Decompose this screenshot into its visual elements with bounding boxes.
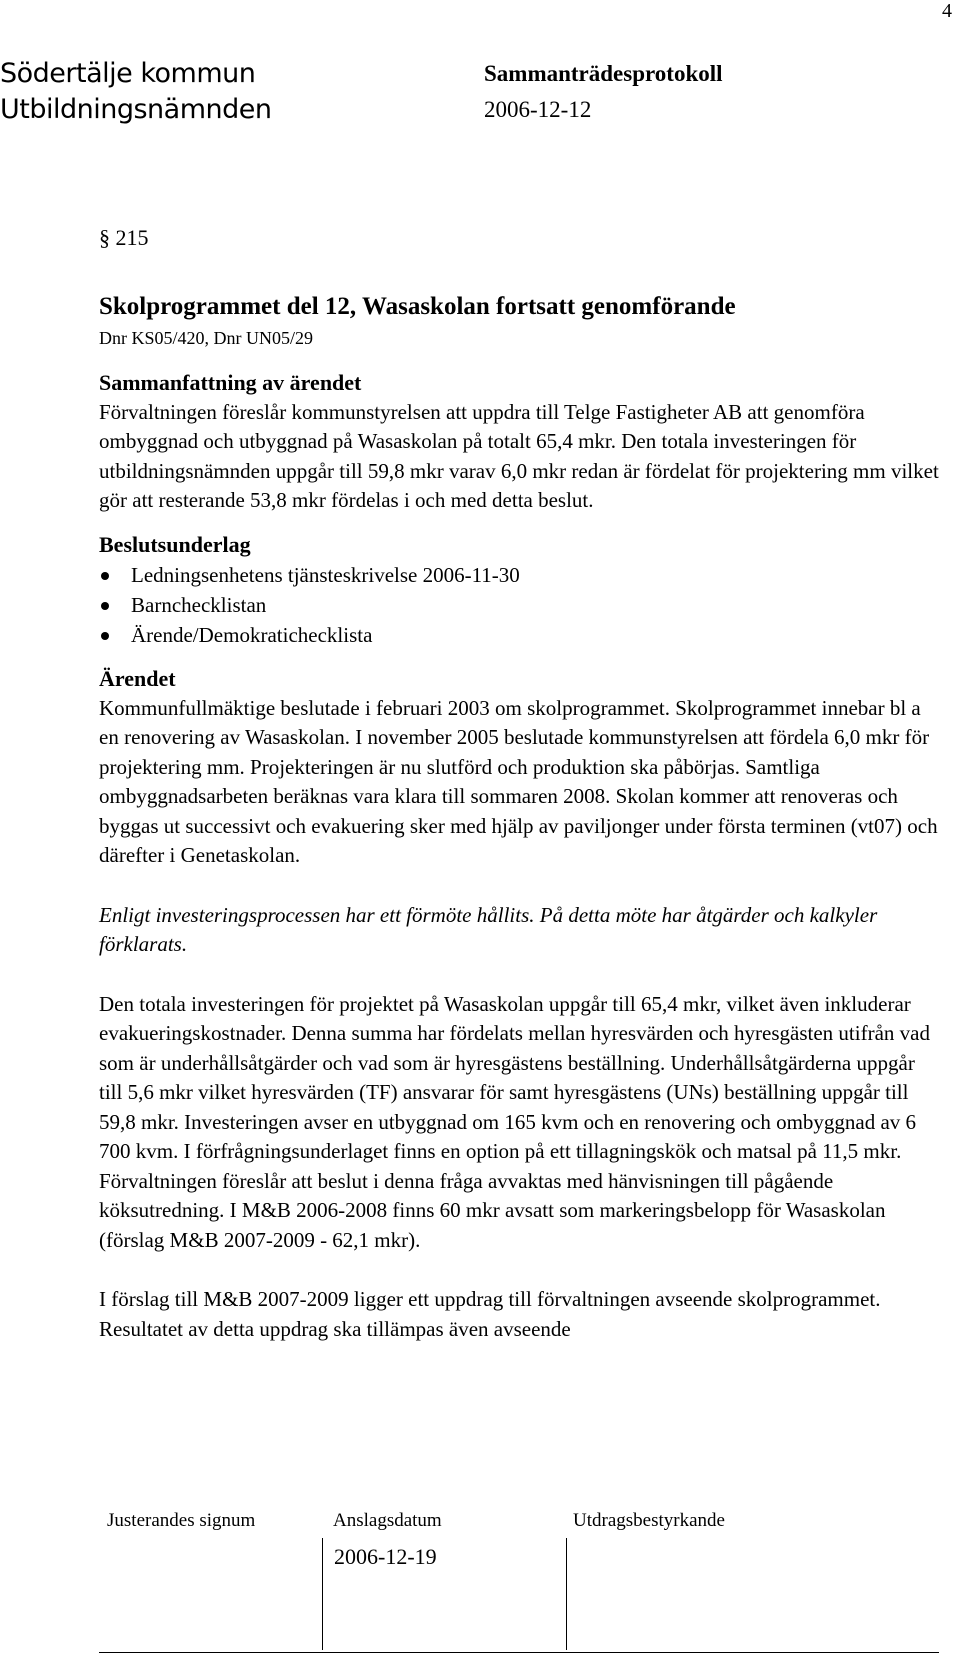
matter-paragraph-3: Den totala investeringen för projektet på Wasaskolan uppgår till 65,4 mkr, vilket även inkluderar evakueringskostnader. Denna summa har fördelats mellan hyresvärden och hyresgästen utifrån vad som är underhållsåtgärder och vad som är hyresgästens beställning. Underhållsåtgärderna uppgår till 5,6 mkr vilket hyresvärden (TF) ansvarar för samt hyresgästens (UNs) beställning uppgår till 59,8 mkr. Investeringen avser en utbyggnad om 165 kvm och en renovering och ombyggnad av 6 700 kvm. I förfrågningsunderlaget finns en option på ett tillagningskök och matsal på 11,5 mkr. Förvaltningen föreslår att beslut i denna fråga avvaktas med hänvisningen till pågående köksutredning. I M&B 2006-2008 finns 60 mkr avsatt som markeringsbelopp för Wasaskolan (förslag M&B 2007-2009 - 62,1 mkr). <box>99 991 930 1252</box>
footer-baseline <box>99 1652 939 1653</box>
footer-divider <box>566 1538 567 1650</box>
document-date: 2006-12-12 <box>484 97 592 122</box>
document-body <box>99 223 939 1344</box>
page-number: 4 <box>942 0 952 22</box>
footer-divider <box>322 1538 323 1650</box>
matter-paragraph-2: Enligt investeringsprocessen har ett förmöte hållits. På detta möte har åtgärder och kalkyler förklarats. <box>99 902 878 956</box>
list-item-label: Ledningsenhetens tjänsteskrivelse 2006-11-30 <box>131 562 520 587</box>
bullet-icon <box>101 602 109 610</box>
list-item-label: Barnchecklistan <box>131 592 267 617</box>
list-item-label: Ärende/Demokratichecklista <box>131 622 373 647</box>
organization-name: Södertälje kommun <box>0 58 256 89</box>
certified-label: Utdragsbestyrkande <box>573 1510 725 1531</box>
item-title: Skolprogrammet del 12, Wasaskolan fortsatt genomförande <box>99 292 736 320</box>
reference-numbers: Dnr KS05/420, Dnr UN05/29 <box>99 327 313 348</box>
signum-label: Justerandes signum <box>107 1510 256 1531</box>
summary-text: Förvaltningen föreslår kommunstyrelsen att uppdra till Telge Fastigheter AB att genomföra ombyggnad och utbyggnad på Wasaskolan på totalt 65,4 mkr. Den totala investeringen för utbildningsnämnden uppgår till 59,8 mkr varav 6,0 mkr redan är fördelat för projektering mm vilket gör att resterande 53,8 mkr fördelas i och med detta beslut. <box>99 399 939 512</box>
summary-heading: Sammanfattning av ärendet <box>99 369 362 395</box>
list-item <box>99 560 939 590</box>
list-item <box>99 620 939 650</box>
matter-paragraph-4: I förslag till M&B 2007-2009 ligger ett uppdrag till förvaltningen avseende skolprogrammet. Resultatet av detta uppdrag ska tillämpas även avseende <box>99 1287 881 1341</box>
basis-list <box>99 560 939 650</box>
department-name: Utbildningsnämnden <box>0 94 272 125</box>
bullet-icon <box>101 572 109 580</box>
bullet-icon <box>101 632 109 640</box>
matter-paragraph-1: Kommunfullmäktige beslutade i februari 2003 om skolprogrammet. Skolprogrammet innebar bl a en renovering av Wasaskolan. I november 2005 beslutade kommunstyrelsen att fördela 6,0 mkr för projektering mm. Projekteringen är nu slutförd och produktion ska påbörjas. Samtliga ombyggnadsarbeten beräknas vara klara till sommaren 2008. Skolan kommer att renoveras och byggas ut successivt och evakuering sker med hjälp av paviljonger under första terminen (vt07) och därefter i Genetaskolan. <box>99 695 938 867</box>
matter-heading: Ärendet <box>99 665 176 691</box>
list-item <box>99 590 939 620</box>
posted-date-value: 2006-12-19 <box>334 1544 437 1569</box>
document-type: Sammanträdesprotokoll <box>484 61 723 86</box>
paragraph-number: § 215 <box>99 225 149 250</box>
posted-date-label: Anslagsdatum <box>333 1510 442 1531</box>
basis-heading: Beslutsunderlag <box>99 531 251 557</box>
